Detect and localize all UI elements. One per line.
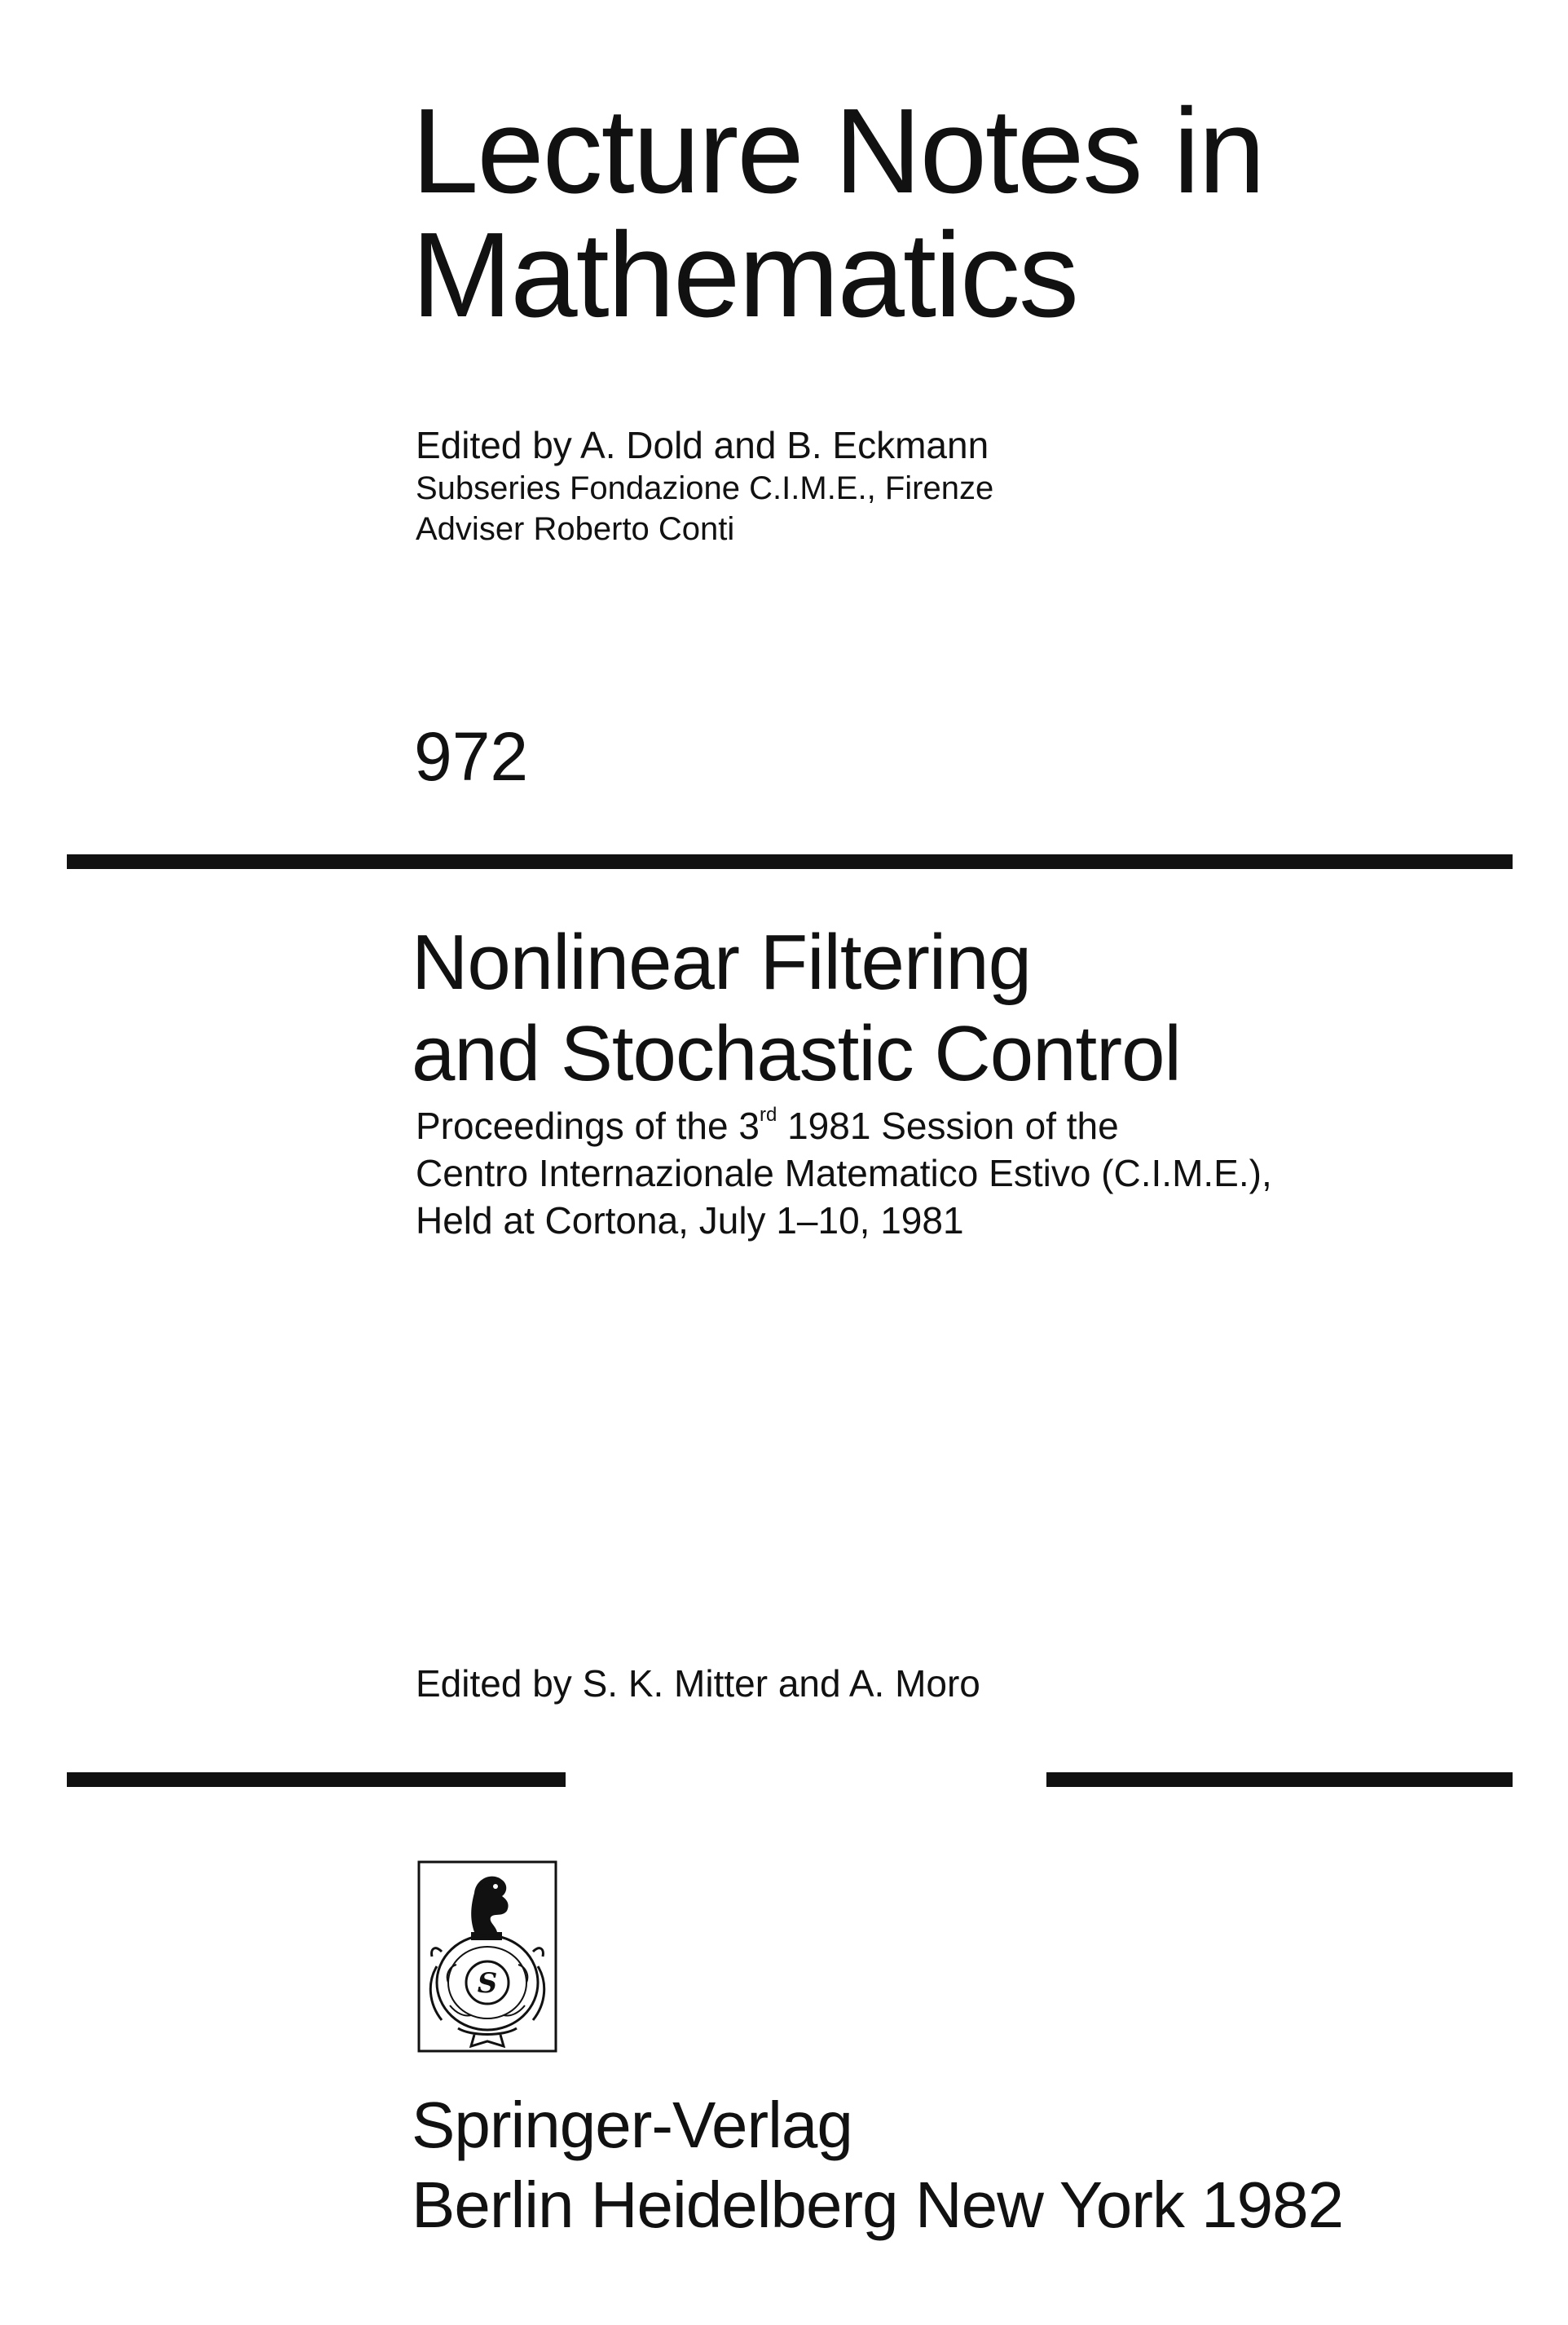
publisher-block [412,2085,1343,2245]
publisher-name: Springer-Verlag [412,2089,852,2161]
bottom-divider-rule-right [1046,1772,1513,1787]
top-divider-rule [67,854,1513,869]
proceedings-line-1-end: 1981 Session of the [777,1105,1119,1147]
ordinal-suffix: rd [759,1104,777,1126]
proceedings-line-1 [416,1105,1119,1147]
book-title-line-1: Nonlinear Filtering [412,919,1032,1006]
springer-knight-logo-icon [417,1860,557,2054]
proceedings-line-2: Centro Internazionale Matematico Estivo (C.I.M.E.), [416,1152,1272,1194]
proceedings-line-1-start: Proceedings of the 3 [416,1105,760,1147]
proceedings-line-3: Held at Cortona, July 1–10, 1981 [416,1199,964,1242]
volume-number: 972 [414,718,529,795]
publisher-cities-year: Berlin Heidelberg New York 1982 [412,2168,1344,2241]
series-title-line-2: Mathematics [412,208,1077,342]
series-editors: Edited by A. Dold and B. Eckmann [416,424,989,466]
series-title-line-1: Lecture Notes in [412,84,1264,218]
volume-editors: Edited by S. K. Mitter and A. Moro [416,1662,980,1705]
svg-text:S: S [477,1967,498,2000]
book-title-line-2: and Stochastic Control [412,1010,1181,1097]
book-title [412,917,1181,1100]
adviser-line: Adviser Roberto Conti [416,511,735,547]
series-title [412,84,1264,342]
bottom-divider-rule-left [67,1772,566,1787]
proceedings-description [416,1102,1272,1244]
series-editors-block [416,422,993,549]
subseries-line: Subseries Fondazione C.I.M.E., Firenze [416,470,994,506]
